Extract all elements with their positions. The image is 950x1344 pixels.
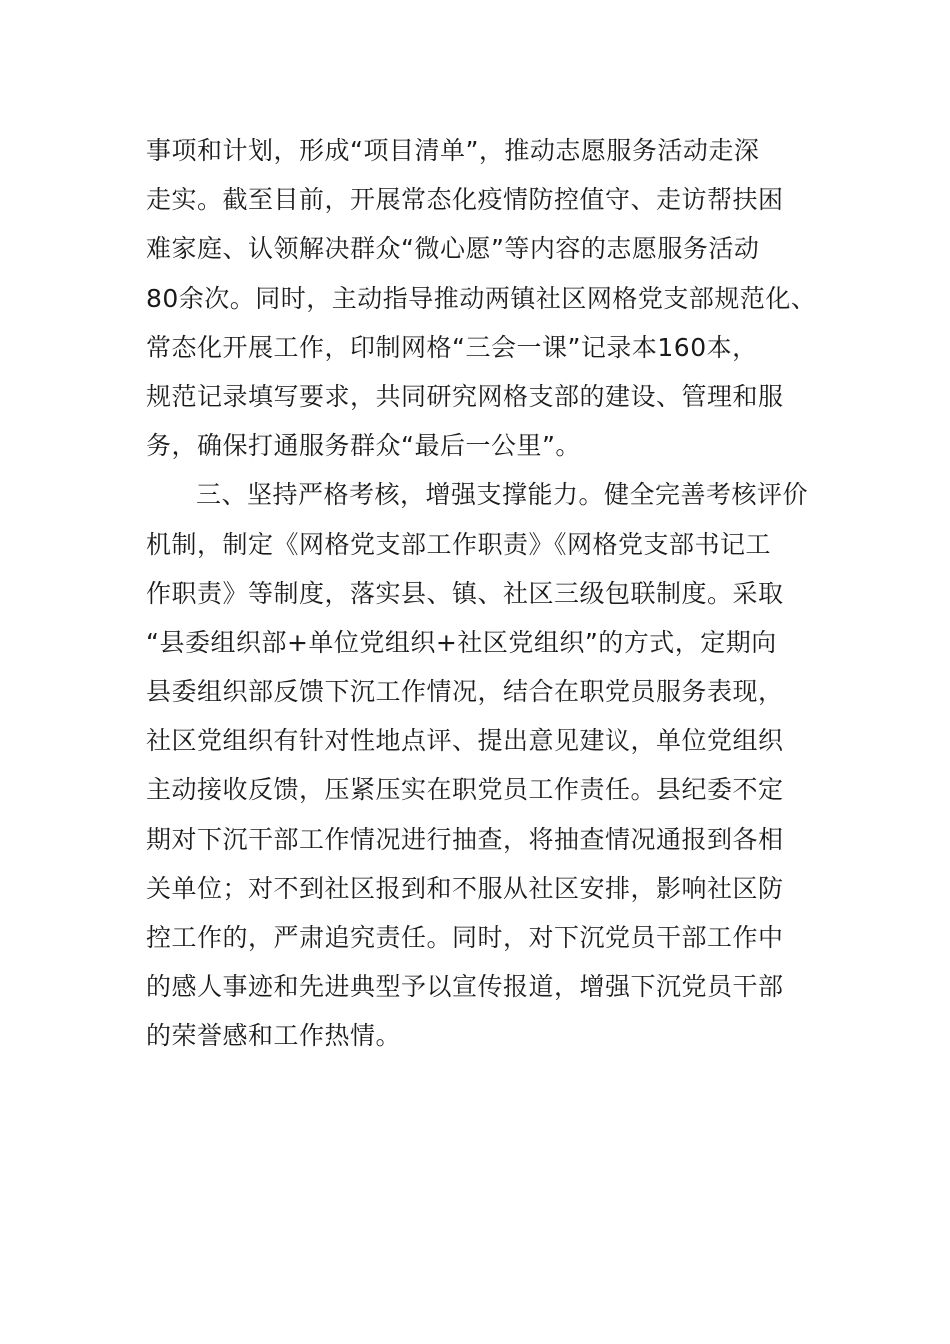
text-line: 常态化开展工作，印制网格“三会一课”记录本160本，: [146, 332, 758, 362]
body-text: [146, 126, 846, 1061]
text-line: “县委组织部+单位党组织+社区党组织”的方式，定期向: [146, 627, 777, 657]
text-line: 机制，制定《网格党支部工作职责》《网格党支部书记工: [146, 529, 772, 559]
text-line: 主动接收反馈，压紧压实在职党员工作责任。县纪委不定: [146, 775, 784, 805]
text-line: 关单位；对不到社区报到和不服从社区安排，影响社区防: [146, 873, 784, 903]
text-line: 规范记录填写要求，共同研究网格支部的建设、管理和服: [146, 381, 784, 411]
text-line: 的感人事迹和先进典型予以宣传报道，增强下沉党员干部: [146, 972, 784, 1002]
text-line: 80余次。同时，主动指导推动两镇社区网格党支部规范化、: [146, 283, 817, 313]
text-line: 社区党组织有针对性地点评、提出意见建议，单位党组织: [146, 726, 784, 756]
text-line: 作职责》等制度，落实县、镇、社区三级包联制度。采取: [146, 578, 784, 608]
text-line: 走实。截至目前，开展常态化疫情防控值守、走访帮扶困: [146, 185, 784, 215]
text-line: 难家庭、认领解决群众“微心愿”等内容的志愿服务活动: [146, 234, 760, 264]
text-line: 控工作的，严肃追究责任。同时，对下沉党员干部工作中: [146, 923, 784, 952]
text-line: 务，确保打通服务群众“最后一公里”。: [146, 431, 581, 461]
text-line: 的荣誉感和工作热情。: [146, 1021, 402, 1051]
text-line: 事项和计划，形成“项目清单”，推动志愿服务活动走深: [146, 136, 760, 165]
text-line: 期对下沉干部工作情况进行抽查，将抽查情况通报到各相: [146, 824, 784, 854]
paragraph-start-line: 三、坚持严格考核，增强支撑能力。健全完善考核评价: [196, 480, 809, 510]
text-line: 县委组织部反馈下沉工作情况，结合在职党员服务表现，: [146, 677, 784, 707]
